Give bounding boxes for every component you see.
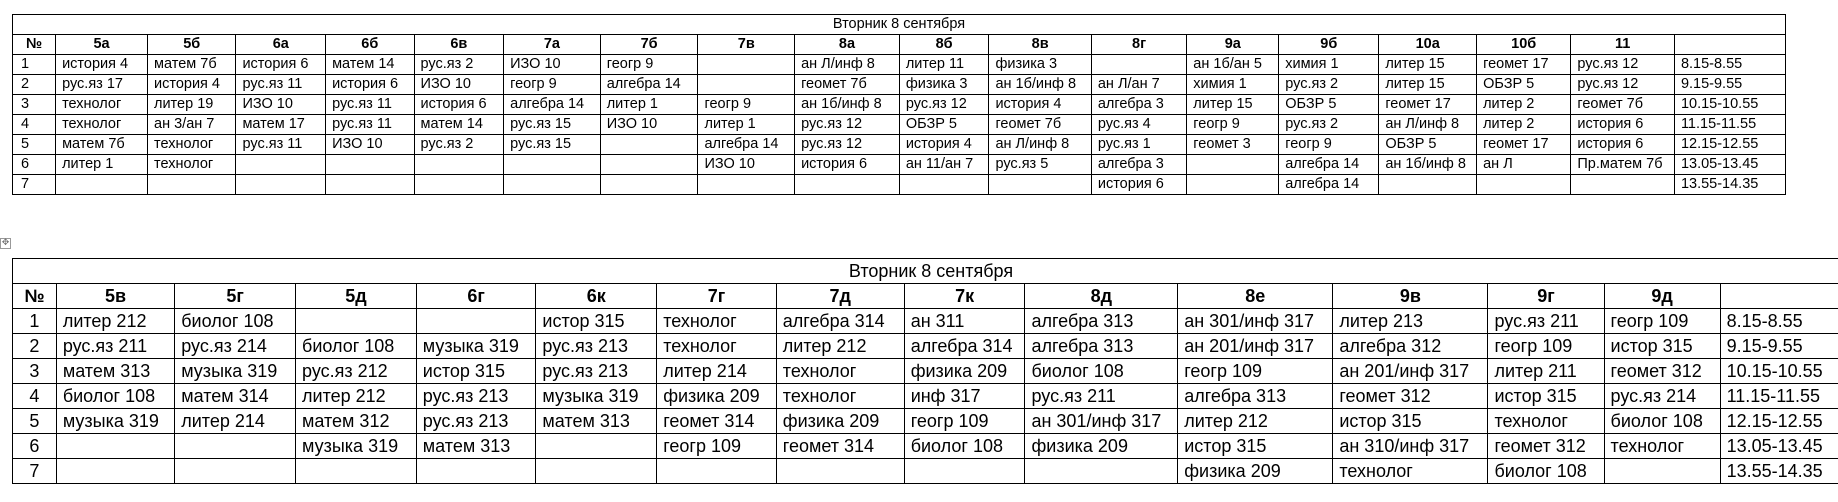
- lesson-cell: рус.яз 2: [414, 135, 504, 155]
- lesson-cell: [326, 155, 414, 175]
- column-header: [1674, 35, 1785, 55]
- column-header: 11: [1571, 35, 1675, 55]
- lesson-cell: ан 311: [904, 309, 1025, 334]
- table-row: [13, 359, 1838, 384]
- lesson-cell: рус.яз 2: [1279, 75, 1379, 95]
- lesson-time: 13.55-14.35: [1674, 175, 1785, 195]
- lesson-cell: история 4: [148, 75, 236, 95]
- column-header: 7а: [504, 35, 601, 55]
- column-header-number: №: [13, 284, 57, 309]
- table-row: [13, 459, 1838, 484]
- table-row: [13, 434, 1838, 459]
- lesson-cell: ИЗО 10: [698, 155, 795, 175]
- lesson-cell: история 6: [236, 55, 326, 75]
- column-header: 6к: [536, 284, 657, 309]
- lesson-time: 13.05-13.45: [1674, 155, 1785, 175]
- lesson-cell: литер 214: [657, 359, 777, 384]
- lesson-cell: рус.яз 12: [899, 95, 989, 115]
- lesson-time: 10.15-10.55: [1720, 359, 1838, 384]
- lesson-cell: геомет 314: [657, 409, 777, 434]
- lesson-cell: геомет 314: [776, 434, 904, 459]
- move-handle-icon[interactable]: ✥: [1, 238, 10, 248]
- lesson-number: 1: [13, 55, 56, 75]
- lesson-cell: рус.яз 212: [296, 359, 417, 384]
- lesson-cell: рус.яз 213: [416, 409, 536, 434]
- lesson-cell: технолог: [657, 334, 777, 359]
- lesson-time: 8.15-8.55: [1720, 309, 1838, 334]
- lesson-cell: физика 209: [776, 409, 904, 434]
- lesson-cell: ан Л/инф 8: [795, 55, 900, 75]
- lesson-cell: алгебра 14: [1279, 155, 1379, 175]
- lesson-cell: технолог: [1604, 434, 1720, 459]
- lesson-cell: [776, 459, 904, 484]
- lesson-cell: музыка 319: [296, 434, 417, 459]
- column-header: 6в: [414, 35, 504, 55]
- lesson-cell: биолог 108: [296, 334, 417, 359]
- lesson-cell: ОБЗР 5: [899, 115, 989, 135]
- lesson-cell: [536, 459, 657, 484]
- column-header: 7д: [776, 284, 904, 309]
- lesson-cell: матем 7б: [148, 55, 236, 75]
- lesson-time: 11.15-11.55: [1720, 384, 1838, 409]
- column-header: 8е: [1178, 284, 1333, 309]
- lesson-time: 9.15-9.55: [1720, 334, 1838, 359]
- lesson-cell: ИЗО 10: [326, 135, 414, 155]
- lesson-cell: технолог: [56, 95, 148, 115]
- lesson-number: 7: [13, 459, 57, 484]
- lesson-cell: рус.яз 17: [56, 75, 148, 95]
- lesson-cell: геогр 109: [904, 409, 1025, 434]
- lesson-time: 11.15-11.55: [1674, 115, 1785, 135]
- lesson-cell: литер 212: [296, 384, 417, 409]
- lesson-cell: литер 11: [899, 55, 989, 75]
- lesson-cell: литер 1: [56, 155, 148, 175]
- column-header: 7г: [657, 284, 777, 309]
- lesson-cell: [236, 175, 326, 195]
- lesson-cell: алгебра 314: [904, 334, 1025, 359]
- lesson-cell: истор 315: [536, 309, 657, 334]
- lesson-cell: ИЗО 10: [236, 95, 326, 115]
- lesson-cell: матем 7б: [56, 135, 148, 155]
- lesson-cell: технолог: [1333, 459, 1488, 484]
- lesson-cell: [536, 434, 657, 459]
- table-row: [13, 115, 1786, 135]
- table-row: [13, 135, 1786, 155]
- lesson-cell: [56, 459, 174, 484]
- header-row: [13, 284, 1838, 309]
- lesson-cell: ан 11/ан 7: [899, 155, 989, 175]
- lesson-cell: [148, 175, 236, 195]
- lesson-cell: [600, 155, 698, 175]
- lesson-cell: литер 214: [175, 409, 296, 434]
- table-title: Вторник 8 сентября: [13, 15, 1786, 35]
- lesson-cell: биолог 108: [1025, 359, 1178, 384]
- lesson-cell: физика 3: [989, 55, 1091, 75]
- schedule-table-2: [12, 258, 1838, 484]
- lesson-cell: рус.яз 1: [1091, 135, 1186, 155]
- lesson-cell: история 6: [414, 95, 504, 115]
- lesson-cell: литер 211: [1488, 359, 1604, 384]
- lesson-cell: литер 2: [1477, 95, 1571, 115]
- lesson-time: 8.15-8.55: [1674, 55, 1785, 75]
- column-header: 9г: [1488, 284, 1604, 309]
- lesson-cell: [56, 175, 148, 195]
- table-row: [13, 409, 1838, 434]
- column-header: 5г: [175, 284, 296, 309]
- lesson-cell: геогр 109: [1488, 334, 1604, 359]
- lesson-number: 7: [13, 175, 56, 195]
- lesson-cell: рус.яз 11: [236, 75, 326, 95]
- lesson-number: 3: [13, 95, 56, 115]
- lesson-cell: истор 315: [1333, 409, 1488, 434]
- lesson-cell: геогр 109: [657, 434, 777, 459]
- lesson-cell: ан Л/инф 8: [989, 135, 1091, 155]
- lesson-cell: матем 312: [296, 409, 417, 434]
- lesson-number: 3: [13, 359, 57, 384]
- lesson-cell: [698, 55, 795, 75]
- lesson-cell: ан Л: [1477, 155, 1571, 175]
- lesson-cell: ОБЗР 5: [1477, 75, 1571, 95]
- column-header: 7б: [600, 35, 698, 55]
- lesson-cell: рус.яз 5: [989, 155, 1091, 175]
- lesson-cell: ан 1б/ан 5: [1187, 55, 1279, 75]
- column-header: 6а: [236, 35, 326, 55]
- lesson-cell: матем 313: [536, 409, 657, 434]
- lesson-cell: ИЗО 10: [414, 75, 504, 95]
- lesson-number: 6: [13, 434, 57, 459]
- lesson-cell: рус.яз 213: [536, 334, 657, 359]
- lesson-cell: алгебра 312: [1333, 334, 1488, 359]
- lesson-cell: [1091, 55, 1186, 75]
- lesson-cell: [296, 459, 417, 484]
- lesson-cell: биолог 108: [175, 309, 296, 334]
- column-header: 5б: [148, 35, 236, 55]
- column-header: 10а: [1379, 35, 1477, 55]
- lesson-cell: [414, 175, 504, 195]
- lesson-number: 6: [13, 155, 56, 175]
- column-header: [1720, 284, 1838, 309]
- lesson-cell: рус.яз 12: [795, 135, 900, 155]
- lesson-number: 5: [13, 409, 57, 434]
- lesson-cell: [416, 309, 536, 334]
- lesson-cell: Пр.матем 7б: [1571, 155, 1675, 175]
- lesson-cell: алгебра 14: [600, 75, 698, 95]
- lesson-cell: [326, 175, 414, 195]
- column-header: 6б: [326, 35, 414, 55]
- lesson-cell: геомет 7б: [795, 75, 900, 95]
- lesson-cell: технолог: [56, 115, 148, 135]
- lesson-cell: ан 1б/инф 8: [795, 95, 900, 115]
- lesson-cell: литер 213: [1333, 309, 1488, 334]
- title-row: [13, 259, 1838, 284]
- lesson-cell: рус.яз 211: [1025, 384, 1178, 409]
- lesson-cell: [1604, 459, 1720, 484]
- lesson-cell: [504, 175, 601, 195]
- lesson-cell: [600, 135, 698, 155]
- column-header: 7в: [698, 35, 795, 55]
- lesson-cell: истор 315: [1488, 384, 1604, 409]
- lesson-cell: технолог: [776, 359, 904, 384]
- lesson-cell: рус.яз 12: [1571, 55, 1675, 75]
- table-row: [13, 384, 1838, 409]
- lesson-cell: история 4: [899, 135, 989, 155]
- lesson-cell: геомет 312: [1488, 434, 1604, 459]
- lesson-cell: физика 209: [657, 384, 777, 409]
- column-header: 8д: [1025, 284, 1178, 309]
- lesson-cell: рус.яз 211: [1488, 309, 1604, 334]
- lesson-cell: геогр 9: [698, 95, 795, 115]
- lesson-cell: ОБЗР 5: [1279, 95, 1379, 115]
- lesson-cell: ан 301/инф 317: [1025, 409, 1178, 434]
- lesson-cell: геогр 9: [1279, 135, 1379, 155]
- lesson-cell: ан Л/ан 7: [1091, 75, 1186, 95]
- lesson-cell: алгебра 313: [1178, 384, 1333, 409]
- lesson-cell: [1477, 175, 1571, 195]
- lesson-cell: биолог 108: [1488, 459, 1604, 484]
- lesson-cell: [698, 75, 795, 95]
- column-header: 8б: [899, 35, 989, 55]
- lesson-cell: рус.яз 214: [1604, 384, 1720, 409]
- lesson-time: 13.05-13.45: [1720, 434, 1838, 459]
- lesson-cell: [1379, 175, 1477, 195]
- lesson-cell: матем 313: [416, 434, 536, 459]
- lesson-cell: рус.яз 12: [1571, 75, 1675, 95]
- column-header: 10б: [1477, 35, 1571, 55]
- lesson-cell: литер 212: [56, 309, 174, 334]
- lesson-cell: история 6: [326, 75, 414, 95]
- lesson-cell: алгебра 313: [1025, 309, 1178, 334]
- lesson-cell: рус.яз 11: [326, 115, 414, 135]
- lesson-time: 12.15-12.55: [1674, 135, 1785, 155]
- lesson-cell: ИЗО 10: [600, 115, 698, 135]
- lesson-cell: история 6: [1091, 175, 1186, 195]
- table-row: [13, 75, 1786, 95]
- lesson-cell: алгебра 314: [776, 309, 904, 334]
- column-header: 9д: [1604, 284, 1720, 309]
- lesson-cell: геогр 9: [1187, 115, 1279, 135]
- lesson-cell: [989, 175, 1091, 195]
- lesson-cell: алгебра 14: [1279, 175, 1379, 195]
- lesson-time: 9.15-9.55: [1674, 75, 1785, 95]
- lesson-cell: алгебра 3: [1091, 155, 1186, 175]
- lesson-cell: технолог: [148, 155, 236, 175]
- table-row: [13, 334, 1838, 359]
- lesson-cell: [600, 175, 698, 195]
- lesson-cell: литер 212: [776, 334, 904, 359]
- lesson-cell: [414, 155, 504, 175]
- lesson-cell: геомет 17: [1477, 55, 1571, 75]
- lesson-cell: [175, 434, 296, 459]
- lesson-cell: физика 209: [1178, 459, 1333, 484]
- lesson-cell: геомет 3: [1187, 135, 1279, 155]
- lesson-cell: ан Л/инф 8: [1379, 115, 1477, 135]
- lesson-cell: литер 1: [600, 95, 698, 115]
- column-header: 5д: [296, 284, 417, 309]
- lesson-cell: геомет 17: [1477, 135, 1571, 155]
- lesson-cell: матем 313: [56, 359, 174, 384]
- lesson-cell: геомет 312: [1604, 359, 1720, 384]
- column-header: 9в: [1333, 284, 1488, 309]
- lesson-time: 12.15-12.55: [1720, 409, 1838, 434]
- lesson-cell: геогр 9: [504, 75, 601, 95]
- lesson-cell: матем 17: [236, 115, 326, 135]
- lesson-cell: геогр 109: [1604, 309, 1720, 334]
- table-row: [13, 95, 1786, 115]
- lesson-cell: [504, 155, 601, 175]
- lesson-cell: матем 14: [414, 115, 504, 135]
- table-title: Вторник 8 сентября: [13, 259, 1838, 284]
- lesson-cell: алгебра 3: [1091, 95, 1186, 115]
- lesson-cell: ан 201/инф 317: [1178, 334, 1333, 359]
- lesson-cell: рус.яз 12: [795, 115, 900, 135]
- lesson-cell: биолог 108: [1604, 409, 1720, 434]
- lesson-cell: [657, 459, 777, 484]
- lesson-cell: биолог 108: [904, 434, 1025, 459]
- column-header: 5а: [56, 35, 148, 55]
- lesson-cell: [1187, 175, 1279, 195]
- lesson-cell: рус.яз 213: [416, 384, 536, 409]
- lesson-cell: [904, 459, 1025, 484]
- lesson-cell: [236, 155, 326, 175]
- lesson-cell: рус.яз 214: [175, 334, 296, 359]
- lesson-number: 2: [13, 75, 56, 95]
- lesson-number: 4: [13, 115, 56, 135]
- lesson-cell: алгебра 313: [1025, 334, 1178, 359]
- lesson-cell: рус.яз 2: [1279, 115, 1379, 135]
- lesson-cell: [1025, 459, 1178, 484]
- schedule-table-1: [12, 14, 1786, 195]
- lesson-cell: ИЗО 10: [504, 55, 601, 75]
- lesson-cell: рус.яз 15: [504, 135, 601, 155]
- lesson-number: 4: [13, 384, 57, 409]
- lesson-cell: рус.яз 4: [1091, 115, 1186, 135]
- lesson-cell: матем 14: [326, 55, 414, 75]
- lesson-cell: [1187, 155, 1279, 175]
- lesson-cell: рус.яз 213: [536, 359, 657, 384]
- lesson-cell: литер 212: [1178, 409, 1333, 434]
- lesson-cell: рус.яз 11: [326, 95, 414, 115]
- table-row: [13, 55, 1786, 75]
- lesson-cell: ан 1б/инф 8: [1379, 155, 1477, 175]
- lesson-cell: литер 2: [1477, 115, 1571, 135]
- lesson-cell: алгебра 14: [698, 135, 795, 155]
- column-header-number: №: [13, 35, 56, 55]
- lesson-cell: литер 15: [1379, 55, 1477, 75]
- column-header: 8г: [1091, 35, 1186, 55]
- lesson-cell: алгебра 14: [504, 95, 601, 115]
- lesson-cell: инф 317: [904, 384, 1025, 409]
- lesson-cell: ан 1б/инф 8: [989, 75, 1091, 95]
- lesson-cell: физика 3: [899, 75, 989, 95]
- column-header: 9б: [1279, 35, 1379, 55]
- lesson-cell: литер 19: [148, 95, 236, 115]
- lesson-cell: литер 15: [1187, 95, 1279, 115]
- lesson-cell: рус.яз 211: [56, 334, 174, 359]
- lesson-cell: матем 314: [175, 384, 296, 409]
- column-header: 5в: [56, 284, 174, 309]
- lesson-time: 10.15-10.55: [1674, 95, 1785, 115]
- lesson-cell: рус.яз 11: [236, 135, 326, 155]
- lesson-cell: истор 315: [1604, 334, 1720, 359]
- lesson-cell: истор 315: [416, 359, 536, 384]
- lesson-cell: история 4: [989, 95, 1091, 115]
- lesson-number: 1: [13, 309, 57, 334]
- lesson-cell: история 4: [56, 55, 148, 75]
- lesson-cell: музыка 319: [416, 334, 536, 359]
- lesson-cell: рус.яз 2: [414, 55, 504, 75]
- lesson-cell: история 6: [1571, 135, 1675, 155]
- lesson-cell: история 6: [795, 155, 900, 175]
- lesson-cell: [899, 175, 989, 195]
- lesson-number: 2: [13, 334, 57, 359]
- lesson-cell: [175, 459, 296, 484]
- lesson-cell: истор 315: [1178, 434, 1333, 459]
- lesson-cell: биолог 108: [56, 384, 174, 409]
- lesson-cell: музыка 319: [56, 409, 174, 434]
- lesson-cell: литер 1: [698, 115, 795, 135]
- lesson-cell: музыка 319: [175, 359, 296, 384]
- lesson-cell: [698, 175, 795, 195]
- lesson-cell: геомет 7б: [1571, 95, 1675, 115]
- lesson-cell: [1571, 175, 1675, 195]
- lesson-cell: технолог: [1488, 409, 1604, 434]
- table-row: [13, 309, 1838, 334]
- lesson-cell: ан 201/инф 317: [1333, 359, 1488, 384]
- lesson-cell: геогр 9: [600, 55, 698, 75]
- lesson-cell: ан 3/ан 7: [148, 115, 236, 135]
- column-header: 7к: [904, 284, 1025, 309]
- lesson-cell: [795, 175, 900, 195]
- lesson-cell: музыка 319: [536, 384, 657, 409]
- lesson-cell: технолог: [657, 309, 777, 334]
- lesson-cell: геогр 109: [1178, 359, 1333, 384]
- column-header: 9а: [1187, 35, 1279, 55]
- title-row: [13, 15, 1786, 35]
- lesson-cell: химия 1: [1187, 75, 1279, 95]
- lesson-cell: ан 301/инф 317: [1178, 309, 1333, 334]
- lesson-cell: технолог: [776, 384, 904, 409]
- column-header: 8в: [989, 35, 1091, 55]
- lesson-cell: технолог: [148, 135, 236, 155]
- lesson-cell: литер 15: [1379, 75, 1477, 95]
- lesson-time: 13.55-14.35: [1720, 459, 1838, 484]
- column-header: 6г: [416, 284, 536, 309]
- table-row: [13, 175, 1786, 195]
- lesson-cell: геомет 312: [1333, 384, 1488, 409]
- header-row: [13, 35, 1786, 55]
- lesson-cell: физика 209: [904, 359, 1025, 384]
- lesson-cell: [56, 434, 174, 459]
- lesson-cell: химия 1: [1279, 55, 1379, 75]
- lesson-cell: ОБЗР 5: [1379, 135, 1477, 155]
- lesson-cell: геомет 17: [1379, 95, 1477, 115]
- table-row: [13, 155, 1786, 175]
- lesson-cell: рус.яз 15: [504, 115, 601, 135]
- lesson-cell: физика 209: [1025, 434, 1178, 459]
- lesson-cell: ан 310/инф 317: [1333, 434, 1488, 459]
- lesson-cell: [416, 459, 536, 484]
- lesson-cell: [296, 309, 417, 334]
- column-header: 8а: [795, 35, 900, 55]
- lesson-cell: геомет 7б: [989, 115, 1091, 135]
- lesson-number: 5: [13, 135, 56, 155]
- lesson-cell: история 6: [1571, 115, 1675, 135]
